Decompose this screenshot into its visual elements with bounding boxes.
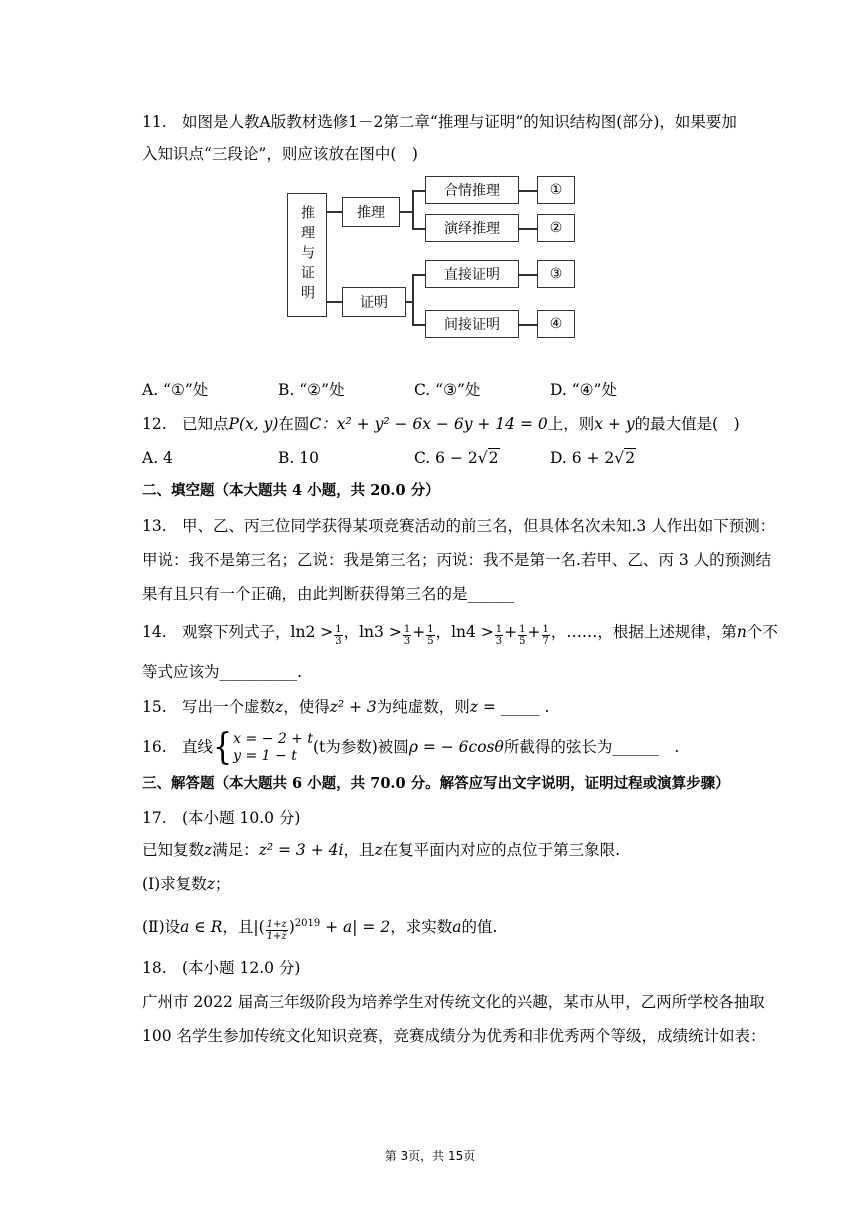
q12-text: 已知点: [182, 415, 229, 433]
diagram-leaf-jianjie: 间接证明: [425, 310, 519, 338]
equation-line: y = 1 − t: [233, 748, 297, 764]
q16-line: [142, 726, 742, 769]
q14-text: 观察下列式子，ln2 >: [182, 623, 334, 641]
plus-sign: +: [527, 623, 541, 641]
plus-sign: +: [412, 623, 426, 641]
option-text: D. 6 + 2: [550, 449, 615, 467]
q17-math: z² = 3 + 4i: [258, 841, 344, 859]
q14-math: n: [736, 623, 747, 641]
q11-line2: 入知识点“三段论”，则应该放在图中( ): [142, 145, 418, 163]
q12-math: P(x, y): [228, 415, 279, 433]
q12-option-b: B. 10: [278, 449, 319, 467]
denominator: 3: [335, 636, 342, 647]
denominator: 3: [403, 636, 411, 647]
q12-option-a: A. 4: [142, 449, 173, 467]
answer-blank: _____ .: [500, 698, 550, 716]
connector: [412, 190, 425, 192]
q14-text: ，……，根据上述规律，第: [550, 623, 737, 641]
question-number: 16.: [142, 738, 167, 756]
option-text: C. 6 − 2: [414, 449, 478, 467]
diagram-leaf-yanyi: 演绎推理: [425, 214, 519, 242]
q16-text: (t为参数)被圆: [312, 738, 409, 756]
fraction: [403, 624, 411, 647]
q17-text: ，求实数: [390, 918, 453, 937]
q12-text: 在圆: [278, 415, 310, 433]
numerator: 1: [427, 624, 434, 635]
q17-text: ): [288, 918, 295, 937]
question-number: 11.: [142, 113, 167, 131]
q11-line1: [142, 112, 742, 132]
fraction: [266, 919, 288, 942]
connector: [519, 228, 537, 230]
q17-text: 已知复数: [142, 841, 205, 859]
q17-math: z: [206, 875, 215, 893]
connector: [519, 190, 537, 192]
fraction: [518, 624, 526, 647]
q13-line1: [142, 516, 776, 536]
q13-line2: 甲说：我不是第三名；乙说：我是第三名；丙说：我不是第一名.若甲、乙、丙 3 人的预测结: [142, 551, 772, 569]
q17-stem: [142, 840, 742, 860]
connector: [412, 228, 425, 230]
connector: [400, 211, 412, 213]
numerator: 1+z: [266, 919, 287, 931]
q11-option-c: C. “③”处: [414, 381, 481, 399]
q17-text: (Ⅱ)设: [142, 918, 181, 937]
q17-text: ；: [214, 875, 231, 893]
q11-stem-1: 如图是人教A版教材选修1－2第二章“推理与证明”的知识结构图(部分)，如果要加: [182, 113, 737, 131]
q13-line3: 果有且只有一个正确，由此判断获得第三名的是______: [142, 585, 515, 603]
diagram-root-label: 推理与证明: [299, 205, 315, 305]
denominator: 1+z̄: [266, 931, 287, 943]
q17-text: ，且|(: [222, 918, 265, 937]
q18-header: [142, 958, 742, 978]
q12-text: 上，则: [547, 415, 595, 433]
q15-math: z: [275, 698, 284, 716]
q17-math: a ∈ R: [180, 918, 223, 937]
connector: [412, 190, 414, 228]
brace-symbol: {: [213, 726, 233, 769]
q16-text: 直线: [182, 738, 214, 756]
diagram-root-box: [287, 193, 327, 317]
q17-math: a: [452, 918, 462, 937]
question-number: 15.: [142, 698, 167, 716]
q17-part1: [142, 874, 742, 894]
question-number: 18.: [142, 959, 167, 977]
q14-line2: 等式应该为__________.: [142, 663, 302, 681]
denominator: 3: [495, 636, 503, 647]
diagram-mark-2: ②: [537, 214, 575, 242]
connector: [519, 274, 537, 276]
denominator: 5: [427, 636, 434, 647]
q18-line2: 100 名学生参加传统文化知识竞赛，竞赛成绩分为优秀和非优秀两个等级，成绩统计如表：: [142, 1027, 766, 1045]
radicand: 2: [625, 449, 636, 467]
q16-text: 所截得的弦长为______ .: [503, 738, 680, 756]
diagram-leaf-zhijie: 直接证明: [425, 260, 519, 288]
q16-math: ρ = − 6cosθ: [408, 738, 504, 756]
question-number: 13.: [142, 517, 167, 535]
plus-sign: +: [504, 623, 518, 641]
q12-text: 的最大值是( ): [634, 415, 740, 433]
numerator: 1: [519, 624, 526, 635]
q13-text: 甲、乙、丙三位同学获得某项竞赛活动的前三名，但具体名次未知.3 人作出如下预测：: [182, 517, 776, 535]
q17-part2: [142, 914, 742, 942]
q17-text: 的值.: [461, 918, 498, 937]
question-score: (本小题 12.0 分): [182, 959, 301, 977]
q12-option-c: C. 6 − 2√2: [414, 449, 499, 467]
equation-system: [233, 731, 313, 765]
q17-math: + a| = 2: [320, 918, 391, 937]
fraction: [495, 624, 503, 647]
diagram-mark-1: ①: [537, 176, 575, 204]
question-number: 14.: [142, 623, 167, 641]
q18-line1: 广州市 2022 届高三年级阶段为培养学生对传统文化的兴趣，某市从甲，乙两所学校各抽取: [142, 993, 765, 1011]
connector: [327, 301, 342, 303]
numerator: 1: [495, 624, 503, 635]
connector: [519, 324, 537, 326]
q12-math: C：x² + y² − 6x − 6y + 14 = 0: [309, 415, 548, 433]
q17-math: z: [374, 841, 383, 859]
q12-math: x + y: [594, 415, 635, 433]
q17-math: z: [204, 841, 213, 859]
q11-option-d: D. “④”处: [550, 381, 617, 399]
diagram-branch-tuili: 推理: [342, 197, 400, 227]
numerator: 1: [403, 624, 411, 635]
q11-option-b: B. “②”处: [278, 381, 345, 399]
q17-text: (Ⅰ)求复数: [142, 875, 207, 893]
diagram-branch-zhengming: 证明: [342, 287, 406, 317]
q11-option-a: A. “①”处: [142, 381, 209, 399]
q14-text: ，ln4 >: [435, 623, 494, 641]
q15-text: 为纯虚数，则: [376, 698, 470, 716]
q17-text: ，且: [343, 841, 375, 859]
radicand: 2: [488, 449, 499, 467]
question-number: 12.: [142, 415, 167, 433]
diagram-leaf-heqing: 合情推理: [425, 176, 519, 204]
q15-line: [142, 697, 742, 717]
q15-text: ，使得: [283, 698, 330, 716]
question-score: (本小题 10.0 分): [182, 809, 301, 827]
equation-line: x = − 2 + t: [233, 731, 313, 747]
connector: [412, 274, 425, 276]
numerator: 1: [335, 624, 342, 635]
denominator: 5: [519, 636, 526, 647]
denominator: 7: [542, 636, 549, 647]
q17-text: 满足：: [212, 841, 259, 859]
q17-header: [142, 808, 742, 828]
page-footer: 第 3页，共 15页: [384, 1149, 476, 1163]
connector: [412, 274, 414, 324]
q14-line1: [142, 622, 778, 647]
section-heading-solve: 三、解答题（本大题共 6 小题，共 70.0 分。解答应写出文字说明，证明过程或演算步骤）: [142, 775, 730, 792]
section-heading-fill-blank: 二、填空题（本大题共 4 小题，共 20.0 分）: [142, 482, 440, 499]
q14-text: 个不: [746, 623, 778, 641]
q15-text: 写出一个虚数: [182, 698, 276, 716]
q12-line: [142, 414, 742, 434]
q15-math: z =: [469, 698, 496, 716]
connector: [412, 324, 425, 326]
fraction: [542, 624, 550, 647]
question-number: 17.: [142, 809, 167, 827]
diagram-mark-4: ④: [537, 310, 575, 338]
q14-text: ，ln3 >: [343, 623, 402, 641]
q17-text: 在复平面内对应的点位于第三象限.: [382, 841, 621, 859]
connector: [327, 211, 342, 213]
exponent: 2019: [294, 918, 321, 929]
numerator: 1: [542, 624, 549, 635]
fraction: [334, 624, 342, 647]
q12-option-d: D. 6 + 2√2: [550, 449, 636, 467]
diagram-mark-3: ③: [537, 260, 575, 288]
fraction: [426, 624, 434, 647]
q15-math: z² + 3: [329, 698, 377, 716]
